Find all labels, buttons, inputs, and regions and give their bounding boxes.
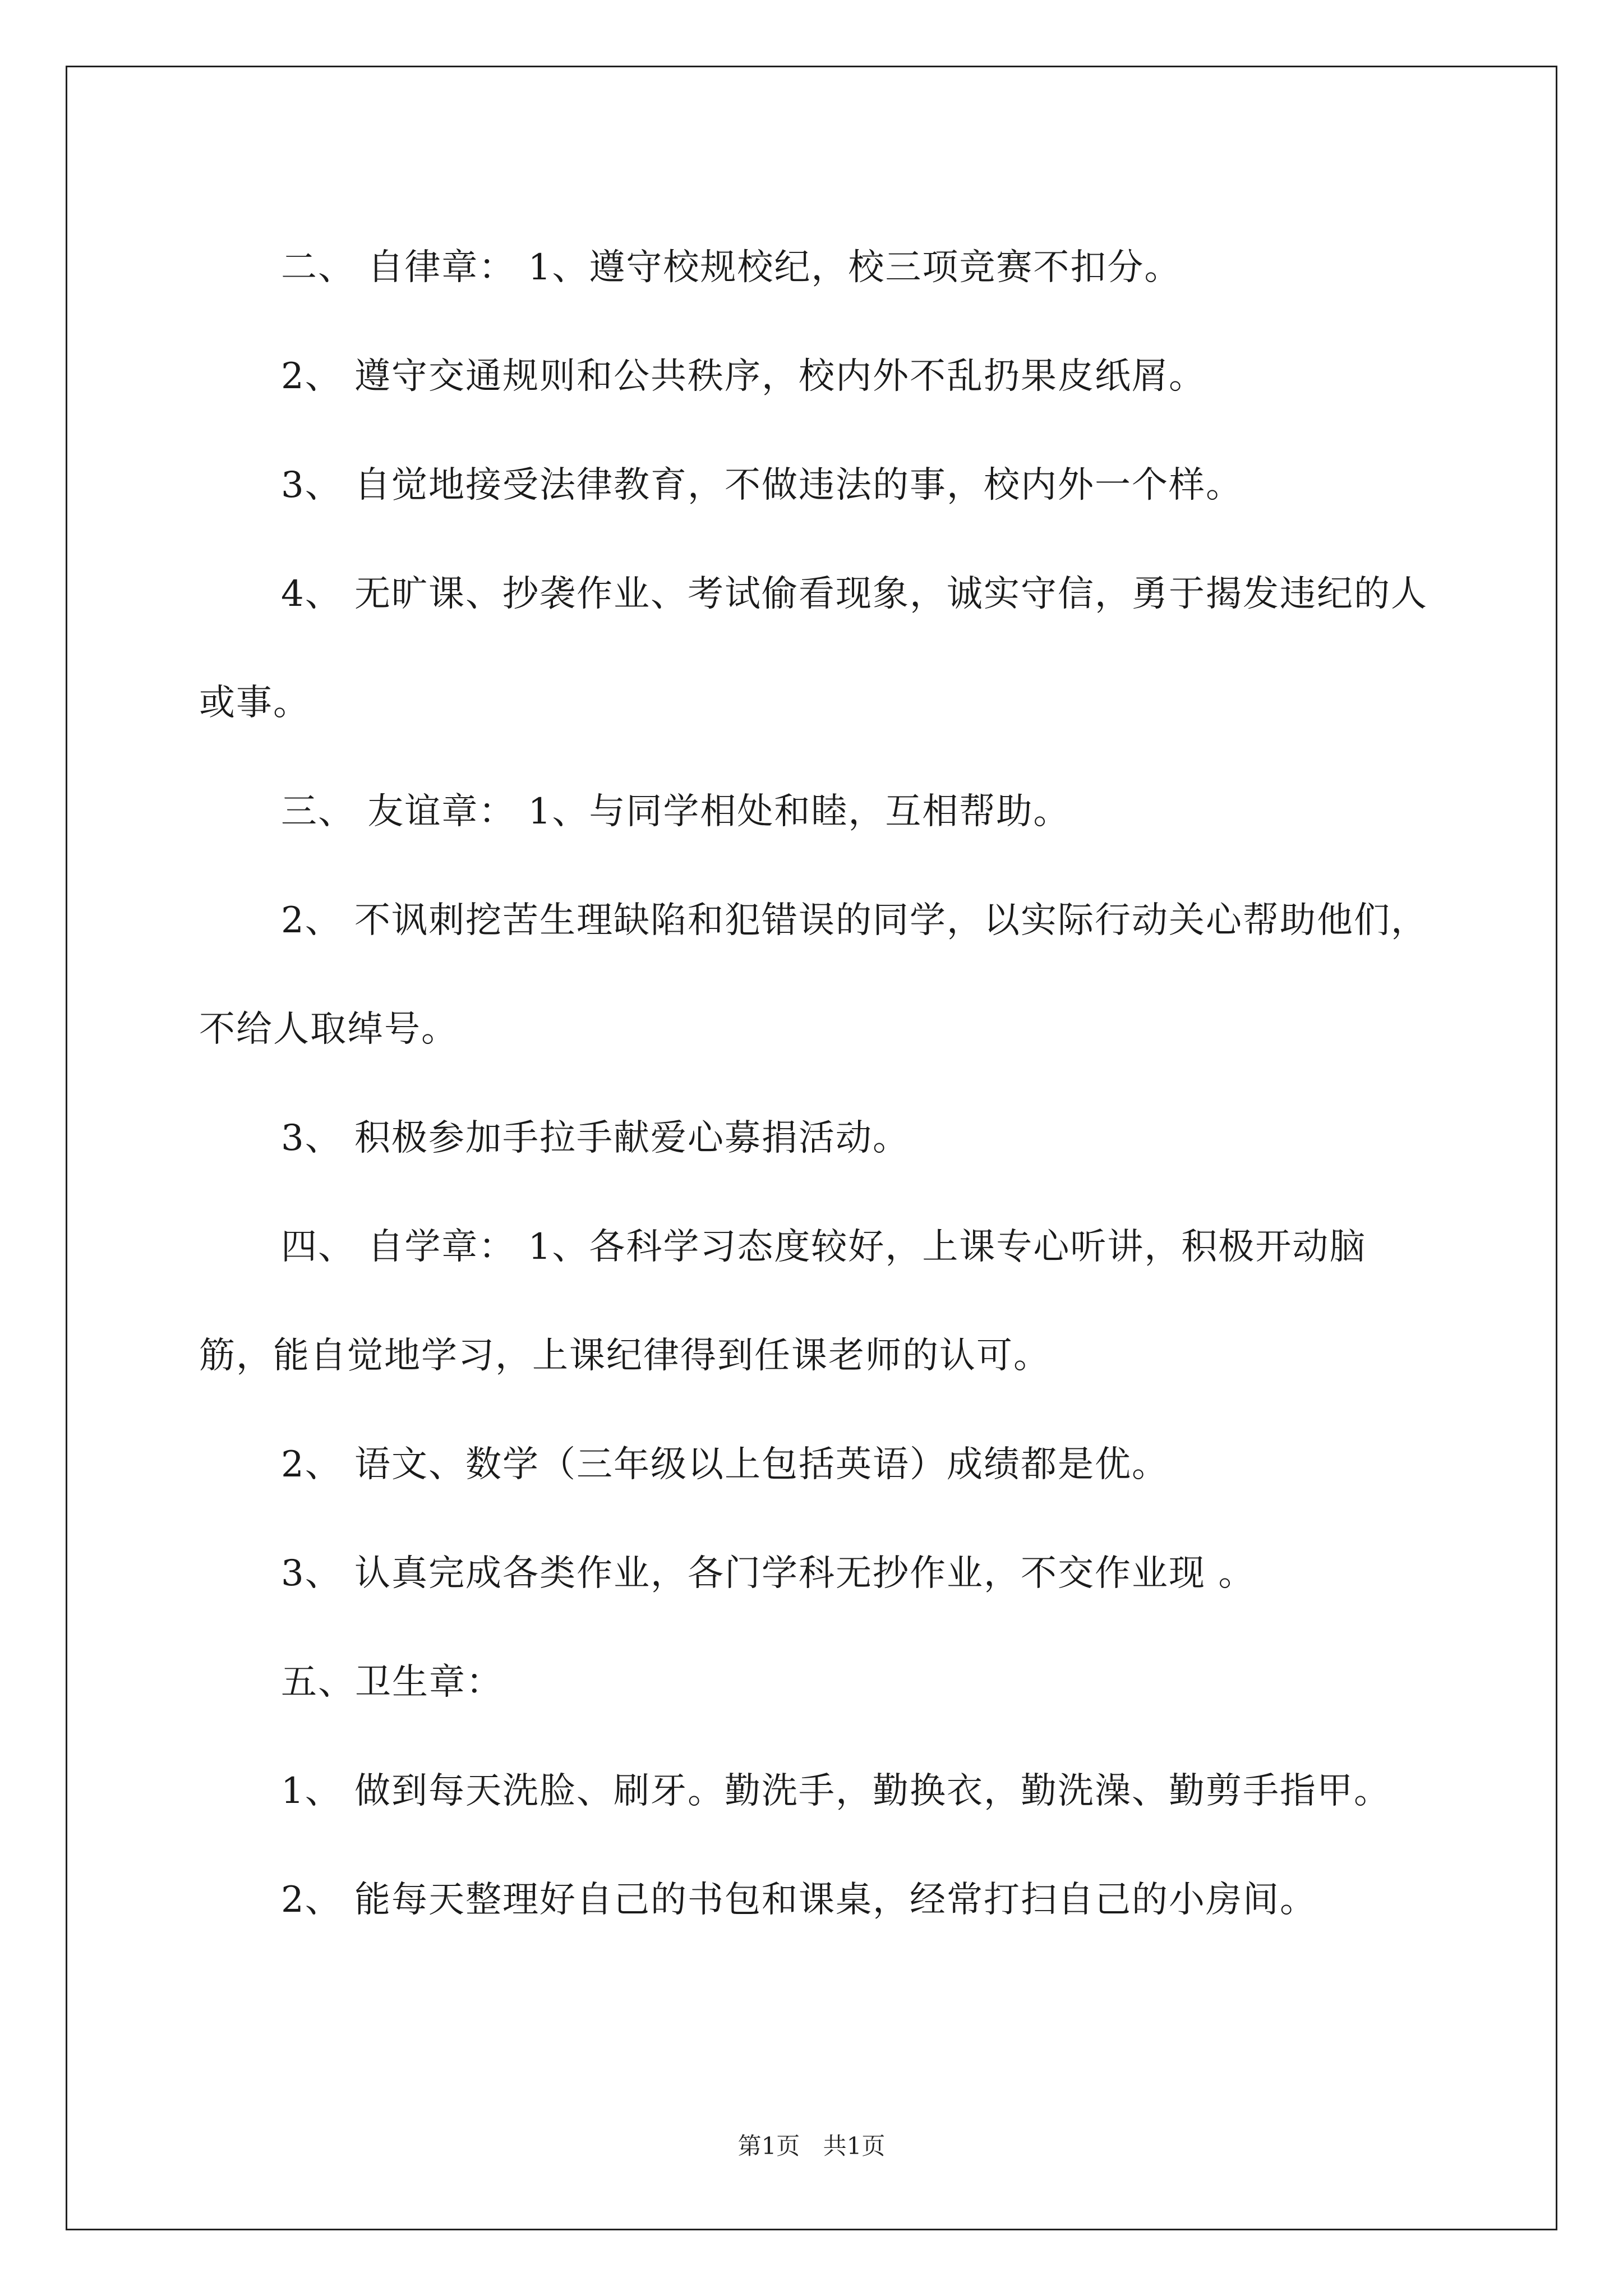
paragraph: 3、 积极参加手拉手献爱心募捐活动。 xyxy=(281,1117,910,1159)
page-footer xyxy=(0,2128,1623,2161)
paragraph: 4、 无旷课、抄袭作业、考试偷看现象，诚实守信，勇于揭发违纪的人或事。 xyxy=(199,573,1428,724)
paragraph: 2、 不讽刺挖苦生理缺陷和犯错误的同学，以实际行动关心帮助他们，不给人取绰号。 xyxy=(199,900,1428,1050)
page-total: 共1页 xyxy=(823,2132,886,2160)
paragraph: 2、 语文、数学（三年级以上包括英语）成绩都是优。 xyxy=(281,1444,1169,1485)
paragraph: 三、 友谊章： 1、与同学相处和睦，互相帮助。 xyxy=(281,791,1071,832)
paragraph: 2、 遵守交通规则和公共秩序，校内外不乱扔果皮纸屑。 xyxy=(281,356,1206,397)
paragraph: 2、 能每天整理好自己的书包和课桌，经常打扫自己的小房间。 xyxy=(281,1879,1317,1921)
paragraph: 四、 自学章： 1、各科学习态度较好，上课专心听讲，积极开动脑筋，能自觉地学习，上课纪律得到任课老师的认可。 xyxy=(199,1226,1367,1377)
paragraph: 1、 做到每天洗脸、刷牙。勤洗手，勤换衣，勤洗澡、勤剪手指甲。 xyxy=(281,1770,1391,1812)
paragraph: 3、 自觉地接受法律教育，不做违法的事，校内外一个样。 xyxy=(281,464,1243,506)
paragraph: 3、 认真完成各类作业，各门学科无抄作业，不交作业现 。 xyxy=(281,1553,1256,1594)
page-number: 第1页 xyxy=(737,2132,800,2160)
paragraph: 二、 自律章： 1、遵守校规校纪，校三项竞赛不扣分。 xyxy=(281,247,1182,288)
paragraph: 五、卫生章： xyxy=(281,1662,503,1703)
document-body xyxy=(199,213,1436,1954)
